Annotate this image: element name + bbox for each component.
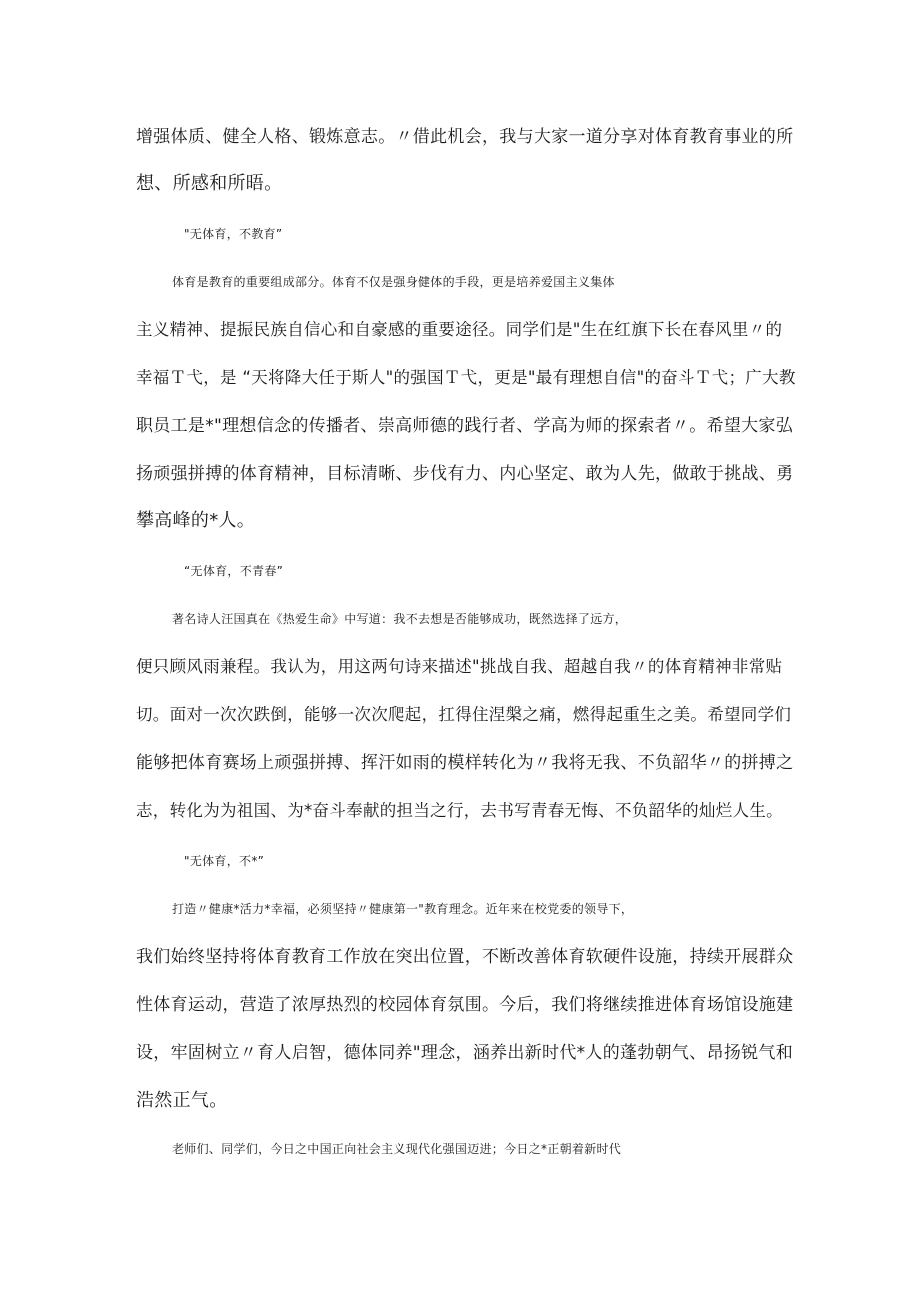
section-heading: “无体育，不青春”	[184, 564, 284, 578]
text-line: 著名诗人汪国真在《热爱生命》中写道：我不去想是否能够成功，既然选择了远方，	[172, 612, 628, 626]
text-line: 我们始终坚持将体育教育工作放在突出位置，不断改善体育软硬件设施，持续开展群众	[136, 947, 794, 967]
text-line: 扬顽强拼搏的体育精神，目标清晰、步伐有力、内心坚定、敢为人先，做敢于挑战、勇	[136, 464, 794, 484]
text-line: 攀高峰的*人。	[136, 510, 256, 531]
text-line: 想、所感和所晤。	[136, 173, 283, 194]
text-line: 打造〃健康*活力*幸福，必须坚持〃健康第一"教育理念。近年来在校党委的领导下，	[172, 902, 634, 916]
text-line: 幸福Ｔ弋，是 “天将降大任于斯人"的强国Ｔ弋，更是"最有理想自信"的奋斗Ｔ弋；广大教	[136, 368, 796, 387]
text-line: 主义精神、提振民族自信心和自豪感的重要途径。同学们是"生在红旗下长在春风里〃的	[136, 320, 783, 339]
text-line: 浩然正气。	[136, 1090, 228, 1111]
text-line: 设，牢固树立〃育人启智，德体同养"理念，涵养出新时代*人的蓬勃朝气、昂扬锐气和	[136, 1043, 794, 1063]
text-line: 性体育运动，营造了浓厚热烈的校园体育氛围。今后，我们将继续推进体育场馆设施建	[136, 995, 794, 1015]
text-line: 体育是教育的重要组成部分。体育不仅是强身健体的手段，更是培养爱国主义集体	[172, 275, 615, 289]
text-line: 志，转化为为祖国、为*奋斗奉献的担当之行，去书写青春无悔、不负韶华的灿烂人生。	[136, 801, 783, 820]
section-heading: "无体育，不*”	[184, 854, 265, 868]
section-heading: "无体育，不教育”	[184, 227, 283, 241]
text-line: 职员工是*"理想信念的传播者、崇高师德的践行者、学高为师的探索者〃。希望大家弘	[136, 416, 794, 436]
text-line: 切。面对一次次跌倒，能够一次次爬起，扛得住涅槃之痛，燃得起重生之美。希望同学们	[136, 705, 792, 724]
text-line: 便只顾风雨兼程。我认为，用这两句诗来描述"挑战自我、超越自我〃的体育精神非常贴	[136, 657, 783, 676]
text-line: 能够把体育赛场上顽强拼搏、挥汗如雨的模样转化为〃我将无我、不负韶华〃的拼搏之	[136, 753, 794, 773]
text-line: 增强体质、健全人格、锻炼意志。〃借此机会，我与大家一道分享对体育教育事业的所	[136, 127, 794, 147]
text-line: 老师们、同学们，今日之中国正向社会主义现代化强国迈进；今日之*正朝着新时代	[172, 1142, 622, 1156]
